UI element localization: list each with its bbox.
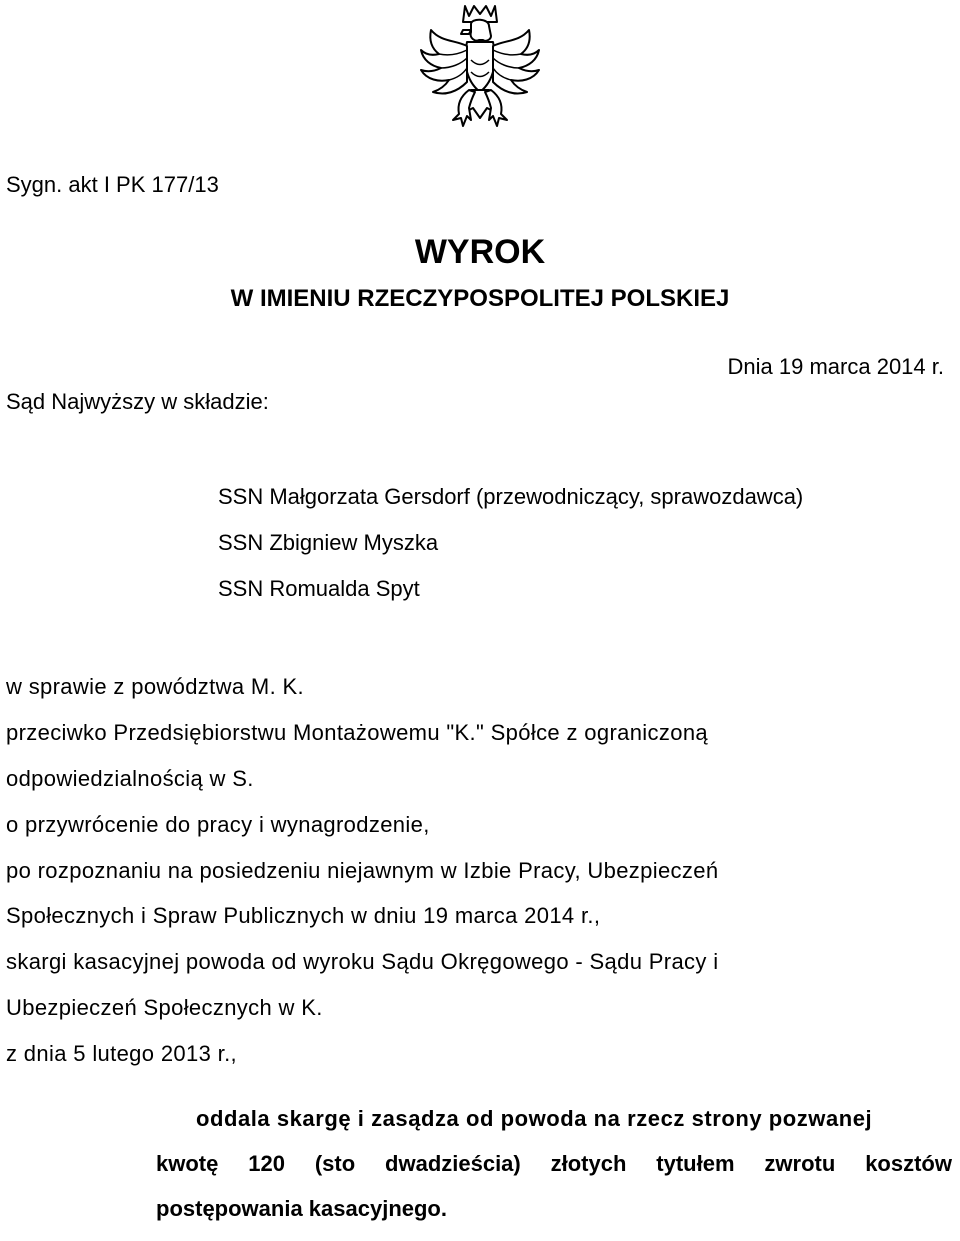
case-detail-line: po rozpoznaniu na posiedzeniu niejawnym w Izbie Pracy, Ubezpieczeń [6, 857, 719, 883]
judge-name: SSN Zbigniew Myszka [218, 530, 439, 555]
case-detail-line: Ubezpieczeń Społecznych w K. [6, 995, 323, 1021]
judges-list [218, 484, 803, 622]
case-detail-line: skargi kasacyjnej powoda od wyroku Sądu Okręgowego - Sądu Pracy i [6, 949, 719, 975]
verdict-text: oddala skargę i zasądza od powoda na rzecz strony pozwanej [196, 1106, 873, 1131]
verdict-word: złotych [550, 1151, 627, 1176]
verdict-line-1 [156, 1106, 952, 1151]
judgment-date: Dnia 19 marca 2014 r. [727, 354, 944, 379]
court-composition-label: Sąd Najwyższy w składzie: [6, 389, 269, 414]
verdict-word: zwrotu [764, 1151, 836, 1176]
judge-name: SSN Romualda Spyt [218, 576, 420, 601]
case-detail-line: przeciwko Przedsiębiorstwu Montażowemu "K." Spółce z ograniczoną [6, 719, 708, 745]
case-detail-line: o przywrócenie do pracy i wynagrodzenie, [6, 811, 430, 837]
verdict-line-2 [156, 1151, 952, 1196]
verdict [156, 1106, 952, 1241]
judge-name: SSN Małgorzata Gersdorf (przewodniczący, sprawozdawca) [218, 484, 804, 509]
verdict-word: kwotę [156, 1151, 219, 1176]
verdict-word: kosztów [865, 1151, 952, 1176]
page-title: WYROK [414, 233, 546, 271]
verdict-word: 120 [248, 1151, 285, 1176]
verdict-line-3: postępowania kasacyjnego. [156, 1196, 447, 1221]
case-detail-line: w sprawie z powództwa M. K. [6, 674, 304, 699]
case-detail-line: Społecznych i Spraw Publicznych w dniu 19 marca 2014 r., [6, 903, 601, 929]
case-detail-line: odpowiedzialnością w S. [6, 765, 254, 791]
case-signature: Sygn. akt I PK 177/13 [6, 172, 219, 197]
verdict-word: dwadzieścia) [385, 1151, 521, 1176]
polish-eagle-emblem-icon [405, 0, 555, 150]
verdict-word: (sto [314, 1151, 356, 1176]
case-details [6, 674, 718, 1087]
case-detail-line: z dnia 5 lutego 2013 r., [6, 1041, 238, 1067]
verdict-word: tytułem [656, 1151, 735, 1176]
page-subtitle: W IMIENIU RZECZYPOSPOLITEJ POLSKIEJ [230, 285, 730, 312]
